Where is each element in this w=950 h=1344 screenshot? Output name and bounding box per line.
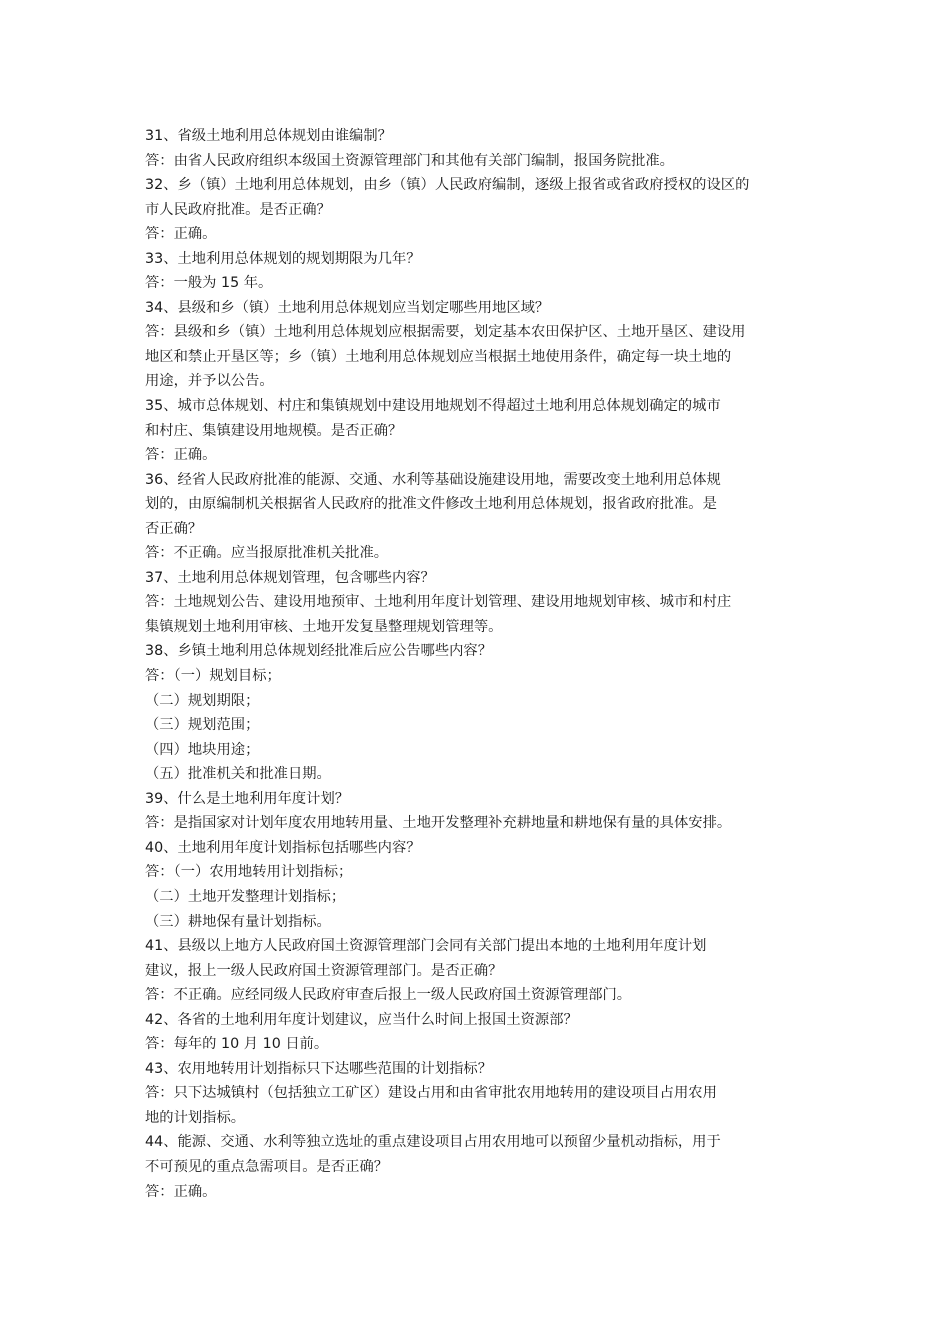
text-line: 答：正确。	[145, 226, 217, 243]
text-line: 答：是指国家对计划年度农用地转用量、土地开发整理补充耕地量和耕地保有量的具体安排。	[145, 815, 732, 832]
text-line: 答：不正确。应当报原批准机关批准。	[145, 545, 389, 562]
text-line: 用途，并予以公告。	[145, 373, 274, 390]
text-line: 34、县级和乡（镇）土地利用总体规划应当划定哪些用地区域？	[145, 299, 550, 316]
text-line: （三）规划范围；	[145, 717, 260, 734]
text-line: 36、经省人民政府批准的能源、交通、水利等基础设施建设用地，需要改变土地利用总体规	[145, 471, 721, 488]
text-line: 市人民政府批准。是否正确？	[145, 201, 331, 218]
text-line: 44、能源、交通、水利等独立选址的重点建设项目占用农用地可以预留少量机动指标，用于	[145, 1134, 721, 1151]
text-line: 答：正确。	[145, 447, 217, 464]
text-line: （二）土地开发整理计划指标；	[145, 888, 346, 905]
text-line: 地区和禁止开垦区等；乡（镇）土地利用总体规划应当根据土地使用条件，确定每一块土地的	[145, 348, 732, 365]
text-line: 33、土地利用总体规划的规划期限为几年？	[145, 250, 421, 267]
text-line: 37、土地利用总体规划管理，包含哪些内容？	[145, 569, 435, 586]
text-line: 答：（一）农用地转用计划指标；	[145, 864, 353, 881]
text-line: 42、各省的土地利用年度计划建议，应当什么时间上报国土资源部？	[145, 1011, 578, 1028]
text-line: （四）地块用途；	[145, 741, 260, 758]
text-line: 答：只下达城镇村（包括独立工矿区）建设占用和由省审批农用地转用的建设项目占用农用	[145, 1085, 717, 1102]
text-line: 和村庄、集镇建设用地规模。是否正确？	[145, 422, 403, 439]
text-line: 答：一般为 15 年。	[145, 275, 273, 292]
text-line: 集镇规划土地利用审核、土地开发复垦整理规划管理等。	[145, 618, 503, 635]
text-line: 答：正确。	[145, 1183, 217, 1200]
text-line: 答：（一）规划目标；	[145, 668, 281, 685]
text-line: 38、乡镇土地利用总体规划经批准后应公告哪些内容？	[145, 643, 493, 660]
text-line: 答：由省人民政府组织本级国土资源管理部门和其他有关部门编制，报国务院批准。	[145, 152, 674, 169]
text-line: 划的，由原编制机关根据省人民政府的批准文件修改土地利用总体规划，报省政府批准。是	[145, 496, 717, 513]
text-line: 不可预见的重点急需项目。是否正确？	[145, 1158, 389, 1175]
text-line: 答：土地规划公告、建设用地预审、土地利用年度计划管理、建设用地规划审核、城市和村庄	[145, 594, 732, 611]
text-line: 32、乡（镇）土地利用总体规划，由乡（镇）人民政府编制，逐级上报省或省政府授权的设区的	[145, 177, 750, 194]
text-line: 否正确？	[145, 520, 203, 537]
text-line: 答：每年的 10 月 10 日前。	[145, 1036, 329, 1053]
text-line: 地的计划指标。	[145, 1109, 246, 1126]
document-body	[145, 124, 825, 1204]
text-line: 39、什么是土地利用年度计划？	[145, 790, 350, 807]
text-line: 31、省级土地利用总体规划由谁编制？	[145, 128, 392, 144]
text-line: 答：不正确。应经同级人民政府审查后报上一级人民政府国土资源管理部门。	[145, 987, 632, 1004]
text-line: 建议，报上一级人民政府国土资源管理部门。是否正确？	[145, 962, 503, 979]
text-line: （五）批准机关和批准日期。	[145, 766, 331, 783]
text-line: 41、县级以上地方人民政府国土资源管理部门会同有关部门提出本地的土地利用年度计划	[145, 938, 707, 955]
text-line: （二）规划期限；	[145, 692, 260, 709]
text-line: 40、土地利用年度计划指标包括哪些内容？	[145, 839, 421, 856]
text-line: （三）耕地保有量计划指标。	[145, 913, 331, 930]
text-line: 答：县级和乡（镇）土地利用总体规划应根据需要，划定基本农田保护区、土地开垦区、建设用	[145, 324, 746, 341]
text-line: 43、农用地转用计划指标只下达哪些范围的计划指标？	[145, 1060, 493, 1077]
text-line: 35、城市总体规划、村庄和集镇规划中建设用地规划不得超过土地利用总体规划确定的城市	[145, 398, 721, 415]
